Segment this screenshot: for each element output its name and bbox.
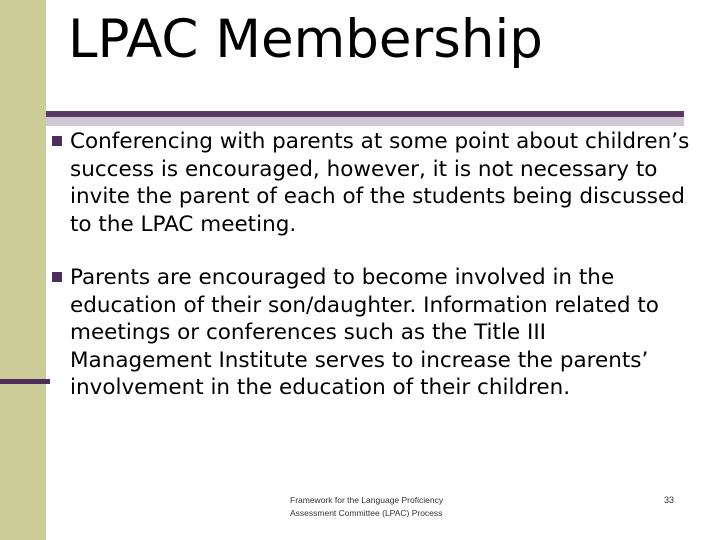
footer-line: Framework for the Language Proficiency: [290, 495, 444, 505]
bullet-text: Parents are encouraged to become involved in the education of their son/daughter. Information related to meetings or conferences such as the Title III Management Institute serves to increase the parents’ involvement in the education of their children.: [70, 265, 659, 400]
bullet-item: [50, 128, 690, 238]
bullet-item: [50, 264, 690, 402]
slide-title: LPAC Membership: [68, 9, 543, 70]
bullet-list: [50, 128, 690, 402]
bullet-text: Conferencing with parents at some point about children’s success is encouraged, however, it is not necessary to invite the parent of each of the students being discussed to the LPAC meeting.: [70, 129, 690, 237]
footer-text: [290, 494, 500, 520]
square-bullet-icon: [52, 272, 62, 282]
title-underline-shadow: [46, 117, 684, 126]
left-band-accent: [0, 379, 50, 384]
footer-line: Assessment Committee (LPAC) Process: [290, 508, 443, 518]
left-decorative-band: [0, 0, 46, 540]
square-bullet-icon: [52, 136, 62, 146]
page-number: 33: [664, 495, 675, 505]
